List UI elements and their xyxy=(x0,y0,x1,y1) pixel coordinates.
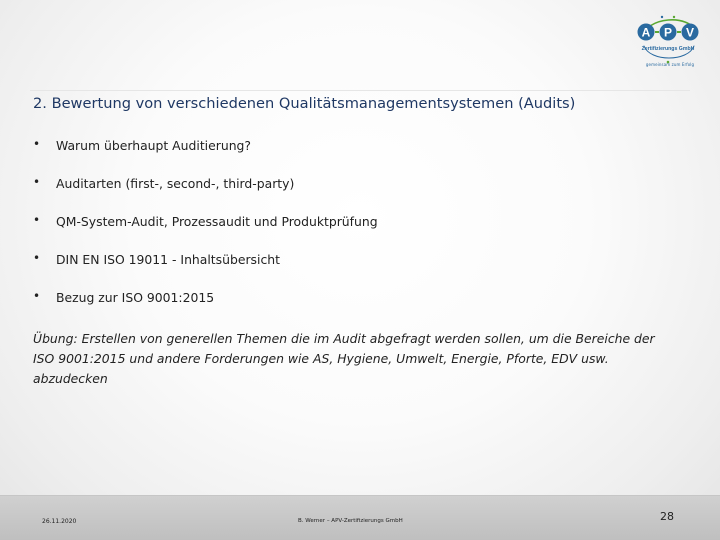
footer-author: B. Werner – APV-Zertifizierungs GmbH xyxy=(298,518,403,524)
bullet-text: Warum überhaupt Auditierung? xyxy=(56,138,251,153)
bullet-text: Bezug zur ISO 9001:2015 xyxy=(56,290,215,305)
logo-letter: P xyxy=(663,25,673,40)
logo-subtitle: Zertifizierungs GmbH xyxy=(641,46,695,52)
logo-letter: V xyxy=(685,25,695,40)
footer-date: 26.11.2020 xyxy=(42,518,77,525)
bullet-text: Auditarten (first-, second-, third-party) xyxy=(56,176,295,191)
header-divider xyxy=(30,90,690,91)
bullet-icon: • xyxy=(33,289,41,303)
bullet-icon: • xyxy=(33,175,41,189)
exercise-text: Übung: Erstellen von generellen Themen die im Audit abgefragt werden sollen, um die Bereiche der ISO 9001:2015 und andere Forderungen wie AS, Hygiene, Umwelt, Energie, Pforte, EDV usw. abzudecken xyxy=(33,331,655,386)
logo-letter: A xyxy=(641,25,651,40)
slide-title: 2. Bewertung von verschiedenen Qualitätsmanagementsystemen (Audits) xyxy=(33,95,576,112)
bullet-text: DIN EN ISO 19011 - Inhaltsübersicht xyxy=(56,252,280,267)
bullet-text: QM-System-Audit, Prozessaudit und Produktprüfung xyxy=(56,214,378,229)
bullet-icon: • xyxy=(33,251,41,265)
logo-tagline: gemeinsam zum Erfolg xyxy=(645,62,695,67)
page-number: 28 xyxy=(660,510,674,523)
bullet-icon: • xyxy=(33,213,41,227)
bullet-icon: • xyxy=(33,137,41,151)
